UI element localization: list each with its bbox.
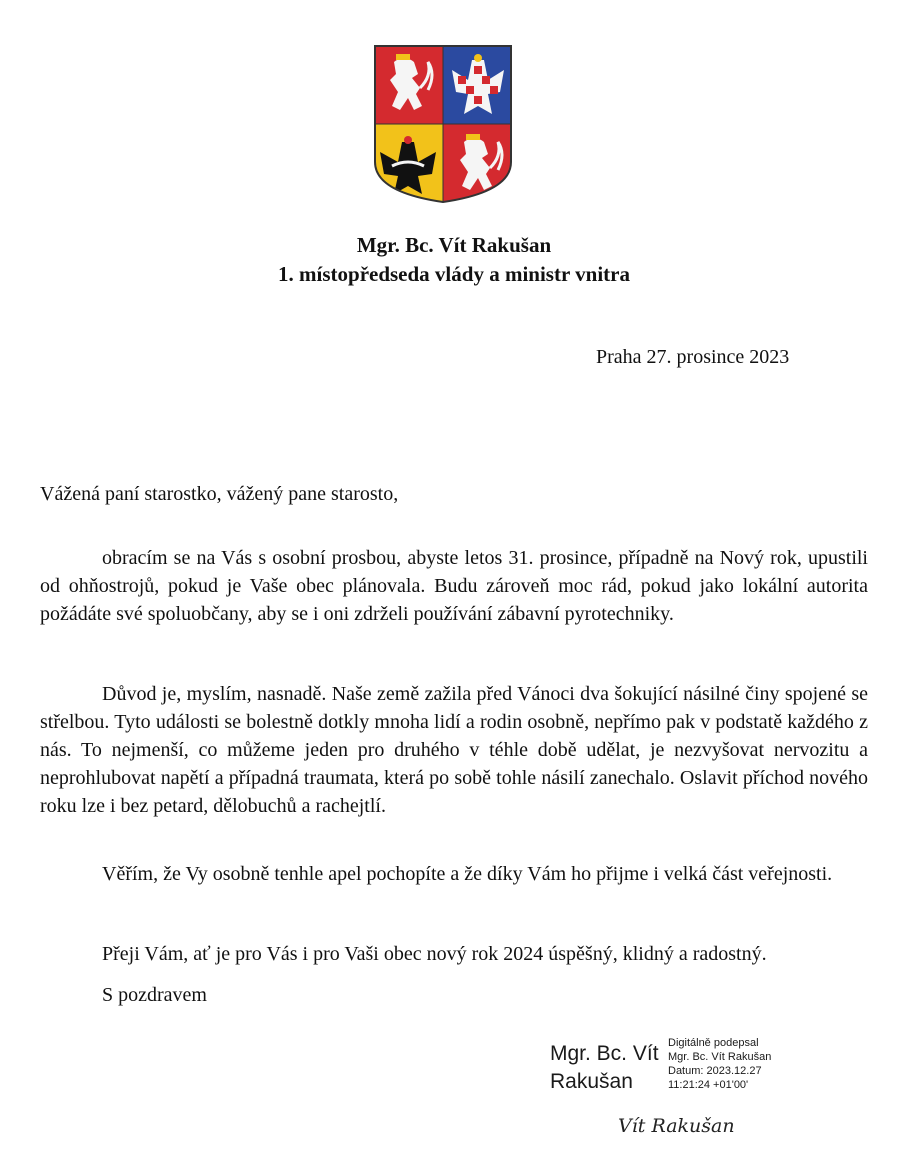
sender-role: 1. místopředseda vlády a ministr vnitra bbox=[278, 262, 630, 286]
closing: S pozdravem bbox=[102, 984, 207, 1006]
digital-signature-name-line1: Mgr. Bc. Vít bbox=[550, 1042, 659, 1065]
body-paragraph: Věřím, že Vy osobně tenhle apel pochopíte a že díky Vám ho přijme i velká část veřejnosti. bbox=[102, 863, 833, 885]
body-paragraph: Důvod je, myslím, nasnadě. Naše země zažila před Vánoci dva šokující násilné činy spojené se střelbou. Tyto události se bolestně dotkly mnoha lidí a rodin osobně, nepřímo pak v podstatě každého z nás. To nejmenší, co můžeme jeden pro druhého v téhle době udělat, je nezvyšovat nervozitu a neprohlubovat napětí a případná traumata, která po sobě tohle násilí zanechalo. Oslavit příchod nového roku lze i bez petard, dělobuchů a rachejtlí. bbox=[40, 683, 868, 817]
body-paragraph: Přeji Vám, ať je pro Vás i pro Vaši obec nový rok 2024 úspěšný, klidný a radostný. bbox=[102, 943, 767, 965]
handwritten-signature: Vít Rakušan bbox=[618, 1115, 735, 1137]
digital-signature-details bbox=[668, 1036, 798, 1092]
sender-name: Mgr. Bc. Vít Rakušan bbox=[356, 233, 552, 257]
digital-signature-label: Digitálně podepsal bbox=[668, 1037, 759, 1049]
place-date: Praha 27. prosince 2023 bbox=[596, 346, 790, 368]
digital-signature-name bbox=[550, 1040, 670, 1096]
body-paragraph: obracím se na Vás s osobní prosbou, abyste letos 31. prosince, případně na Nový rok, upustili od ohňostrojů, pokud je Vaše obec plánovala. Budu zároveň moc rád, pokud jako lokální autorita požádáte své spoluobčany, aby se i oni zdrželi používání zábavní pyrotechniky. bbox=[40, 547, 868, 625]
salutation: Vážená paní starostko, vážený pane starosto, bbox=[40, 483, 399, 505]
digital-signature-date: Datum: 2023.12.27 bbox=[668, 1065, 762, 1077]
digital-signature-name-line2: Rakušan bbox=[550, 1070, 633, 1093]
digital-signature-signer: Mgr. Bc. Vít Rakušan bbox=[668, 1051, 772, 1063]
digital-signature-time: 11:21:24 +01'00' bbox=[668, 1079, 749, 1091]
coat-of-arms-icon bbox=[373, 44, 513, 204]
